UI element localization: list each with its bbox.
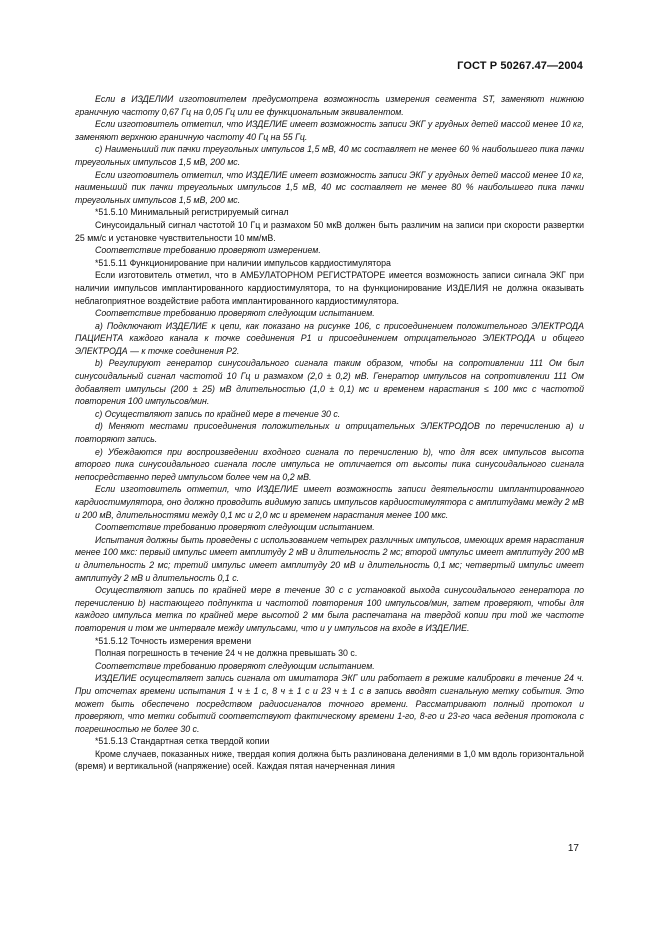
paragraph: Синусоидальный сигнал частотой 10 Гц и размахом 50 мкВ должен быть различим на записи при скорости развертки 25 мм/с и установке чувствительности 10 мм/мВ.	[75, 219, 584, 243]
paragraph: Если изготовитель отметил, что ИЗДЕЛИЕ имеет возможность записи деятельности имплантированного кардиостимулятора, оно должно проводить видимую запись импульсов кардиостимулятора с амплитудами между 2 мВ и 200 мВ, длительностями между 0,1 мс и 2,0 мс и временем нарастания менее 100 мкс.	[75, 484, 584, 520]
list-item: e) Убеждаются при воспроизведении входного сигнала по перечислению b), что для всех импульсов высота второго пика синусоидального сигнала после импульса не отличается от высоты пика синусоидального сигнала непосредственно перед импульсом более чем на 0,2 мВ.	[75, 446, 584, 482]
list-item: a) Подключают ИЗДЕЛИЕ к цепи, как показано на рисунке 106, с присоединением положительного ЭЛЕКТРОДА ПАЦИЕНТА каждого канала к точке соединения Р1 и присоединением отрицательного ЭЛЕКТРОДА и общего ЭЛЕКТРОДА — к точке соединения Р2.	[75, 320, 584, 356]
paragraph: Кроме случаев, показанных ниже, твердая копия должна быть разлинована делениями в 1,0 мм вдоль горизонтальной (время) и вертикальной (напряжение) осей. Каждая пятая начерченная линия	[75, 748, 584, 772]
standard-header: ГОСТ Р 50267.47—2004	[457, 60, 583, 72]
list-item: d) Меняют местами присоединения положительных и отрицательных ЭЛЕКТРОДОВ по перечислению a) и повторяют запись.	[75, 421, 584, 445]
paragraph: Испытания должны быть проведены с использованием четырех различных импульсов, имеющих время нарастания менее 100 мкс: первый импульс имеет амплитуду 2 мВ и длительность 2 мс; второй импульс имеет амплитуду 200 мВ и длительность 2 мс; третий импульс имеет амплитуду 20 мВ и длительность 0,1 мс; четвертый импульс имеет амплитуду 2 мВ и длительность 0,1 с.	[75, 534, 584, 583]
paragraph: Если изготовитель отметил, что в АМБУЛАТОРНОМ РЕГИСТРАТОРЕ имеется возможность записи сигнала ЭКГ при наличии импульсов имплантированного кардиостимулятора, то на функционирование ИЗДЕЛИЯ не должна оказывать неблагоприятное воздействие работа имплантированного кардиостимулятора.	[75, 270, 584, 306]
paragraph: Осуществляют запись по крайней мере в течение 30 с с установкой выхода синусоидального генератора по перечислению b) настающего подпункта и частотой повторения 100 импульсов/мин, затем проверяют, чтобы для каждого импульса метка по крайней мере высотой 2 мм была распечатана на твердой копии при той же частоте повторения и том же интервале между импульсами, что и у импульсов на входе в ИЗДЕЛИЕ.	[75, 585, 584, 633]
paragraph: Если изготовитель отметил, что ИЗДЕЛИЕ имеет возможность записи ЭКГ у грудных детей массой менее 10 кг, наименьший пик пачки треугольных импульсов 1,5 мВ, 40 мс составляет не менее 80 % наибольшего пика пачки треугольных импульсов 1,5 мВ, 200 мс.	[75, 169, 584, 205]
page-number: 17	[567, 843, 579, 854]
section-heading: *51.5.10 Минимальный регистрируемый сигнал	[95, 207, 289, 218]
list-item: b) Регулируют генератор синусоидального сигнала таким образом, чтобы на сопротивлении 111 Ом был синусоидальный сигнал частотой 10 Гц и размахом (2,0 ± 0,2) мВ. Генератор импульсов на сопротивлении 111 Ом добавляет импульсы (200 ± 25) мВ длительностью (1,0 ± 0,1) мс и временем нарастания ≤ 100 мкс с частотой повторения 100 импульсов/мин.	[75, 358, 584, 407]
paragraph: Соответствие требованию проверяют измерением.	[95, 245, 321, 256]
list-item: c) Осуществляют запись по крайней мере в течение 30 с.	[95, 408, 341, 419]
paragraph: Соответствие требованию проверяют следующим испытанием.	[95, 522, 375, 533]
paragraph: c) Наименьший пик пачки треугольных импульсов 1,5 мВ, 40 мс составляет не менее 60 % наибольшего пика пачки треугольных импульсов 1,5 мВ, 200 мс.	[75, 144, 584, 167]
section-heading: *51.5.12 Точность измерения времени	[95, 635, 252, 646]
section-heading: *51.5.11 Функционирование при наличии импульсов кардиостимулятора	[95, 257, 391, 268]
body-text	[75, 93, 584, 773]
paragraph: Полная погрешность в течение 24 ч не должна превышать 30 с.	[95, 648, 358, 659]
section-heading: *51.5.13 Стандартная сетка твердой копии	[95, 736, 270, 747]
paragraph: Если изготовитель отметил, что ИЗДЕЛИЕ имеет возможность записи ЭКГ у грудных детей массой менее 10 кг, заменяют верхнюю граничную частоту 40 Гц на 55 Гц.	[75, 119, 584, 142]
paragraph: Соответствие требованию проверяют следующим испытанием.	[95, 308, 375, 319]
paragraph: Соответствие требованию проверяют следующим испытанием.	[95, 660, 375, 671]
paragraph: Если в ИЗДЕЛИИ изготовителем предусмотрена возможность измерения сегмента ST, заменяют нижнюю граничную частоту 0,67 Гц на 0,05 Гц или ее функциональным эквивалентом.	[75, 94, 584, 117]
paragraph: ИЗДЕЛИЕ осуществляет запись сигнала от имитатора ЭКГ или работает в режиме калибровки в течение 24 ч. При отсчетах времени испытания 1 ч ± 1 с, 8 ч ± 1 с и 23 ч ± 1 с в запись вводят сигнальную метку события. Это может быть обеспечено посредством радиосигналов точного времени. Рассматривают полный протокол и проверяют, что метки событий соответствуют фактическому времени 1-го, 8-го и 23-го часа ведения протокола с погрешностью не более 30 с.	[75, 673, 584, 734]
